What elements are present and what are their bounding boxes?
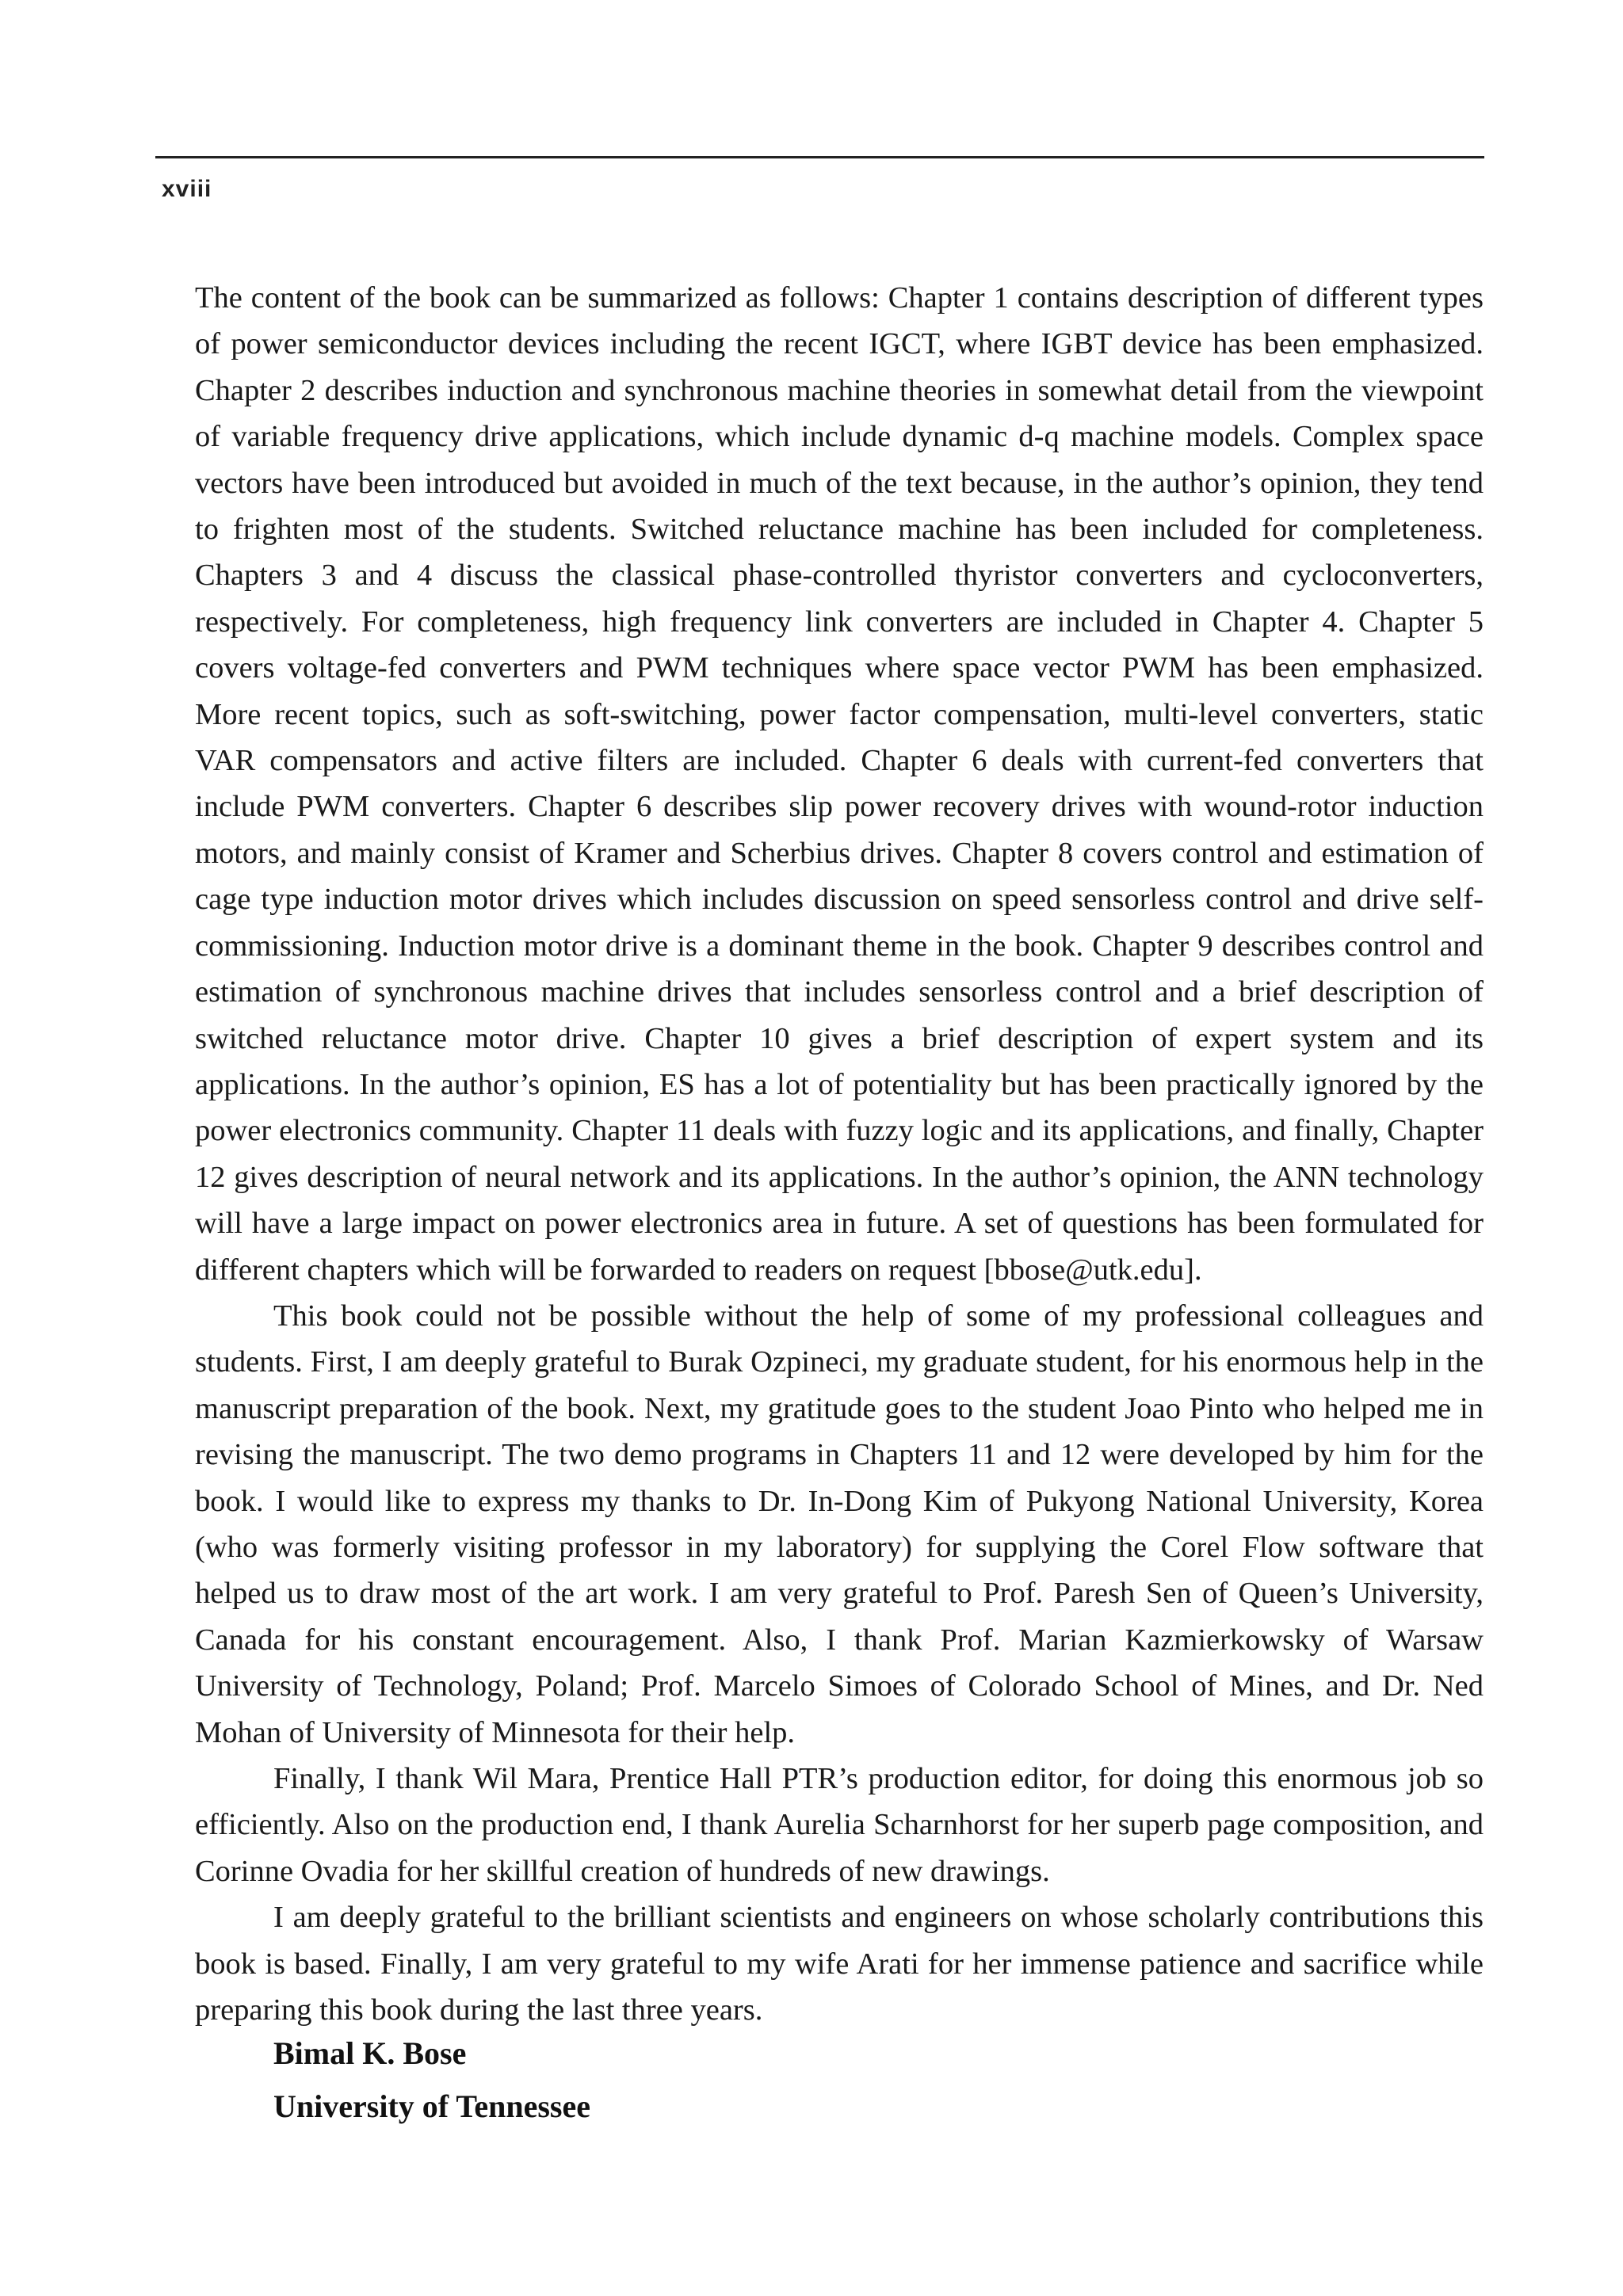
paragraph-acknowledgements: This book could not be possible without the help of some of my professional colleagues and students. First, I am deeply grateful to Burak Ozpineci, my graduate student, for his enormous help in the manuscript preparation of the book. Next, my gratitude goes to the student Joao Pinto who helped me in revising the manuscript. The two demo programs in Chapters 11 and 12 were developed by him for the book. I would like to express my thanks to Dr. In-Dong Kim of Pukyong National University, Korea (who was formerly visiting professor in my laboratory) for supplying the Corel Flow software that helped us to draw most of the art work. I am very grateful to Prof. Paresh Sen of Queen’s University, Canada for his constant encouragement. Also, I thank Prof. Marian Kazmierkowsky of Warsaw University of Technology, Poland; Prof. Marcelo Simoes of Colorado School of Mines, and Dr. Ned Mohan of University of Minnesota for their help. [195,1299,1484,1749]
paragraph-production-thanks: Finally, I thank Wil Mara, Prentice Hall PTR’s production editor, for doing this enormous job so efficiently. Also on the production end, I thank Aurelia Scharnhorst for her superb page composition, and Corinne Ovadia for her skillful creation of hundreds of new drawings. [195,1762,1484,1888]
author-name: Bimal K. Bose [273,2035,467,2071]
paragraph-closing-gratitude: I am deeply grateful to the brilliant scientists and engineers on whose scholarly contributions this book is based. Finally, I am very grateful to my wife Arati for her immense patience and sacrifice while preparing this book during the last three years. [195,1901,1484,2027]
header-rule [155,156,1484,158]
author-signature [273,2027,590,2133]
paragraph-content-summary: The content of the book can be summarized as follows: Chapter 1 contains description of different types of power semiconductor devices including the recent IGCT, where IGBT device has been emphasized. Chapter 2 describes induction and synchronous machine theories in somewhat detail from the viewpoint of variable frequency drive applications, which include dynamic d-q machine models. Complex space vectors have been introduced but avoided in much of the text because, in the author’s opinion, they tend to frighten most of the students. Switched reluctance machine has been included for completeness. Chapters 3 and 4 discuss the classical phase-controlled thyristor converters and cycloconverters, respectively. For completeness, high frequency link converters are included in Chapter 4. Chapter 5 covers voltage-fed converters and PWM techniques where space vector PWM has been emphasized. More recent topics, such as soft-switching, power factor compensation, multi-level converters, static VAR compensators and active filters are included. Chapter 6 deals with current-fed converters that include PWM converters. Chapter 6 describes slip power recovery drives with wound-rotor induction motors, and mainly consist of Kramer and Scherbius drives. Chapter 8 covers control and estimation of cage type induction motor drives which includes discussion on speed sensorless control and drive self-commissioning. Induction motor drive is a dominant theme in the book. Chapter 9 describes control and estimation of synchronous machine drives that includes sensorless control and a brief description of switched reluctance motor drive. Chapter 10 gives a brief description of expert system and its applications. In the author’s opinion, ES has a lot of potentiality but has been practically ignored by the power electronics community. Chapter 11 deals with fuzzy logic and its applications, and finally, Chapter 12 gives description of neural network and its applications. In the author’s opinion, the ANN technology will have a large impact on power electronics area in future. A set of questions has been formulated for different chapters which will be forwarded to readers on request [bbose@utk.edu]. [195,281,1484,1287]
page-number: xviii [162,176,212,202]
preface-body [195,275,1484,2033]
author-affiliation: University of Tennessee [273,2088,590,2124]
